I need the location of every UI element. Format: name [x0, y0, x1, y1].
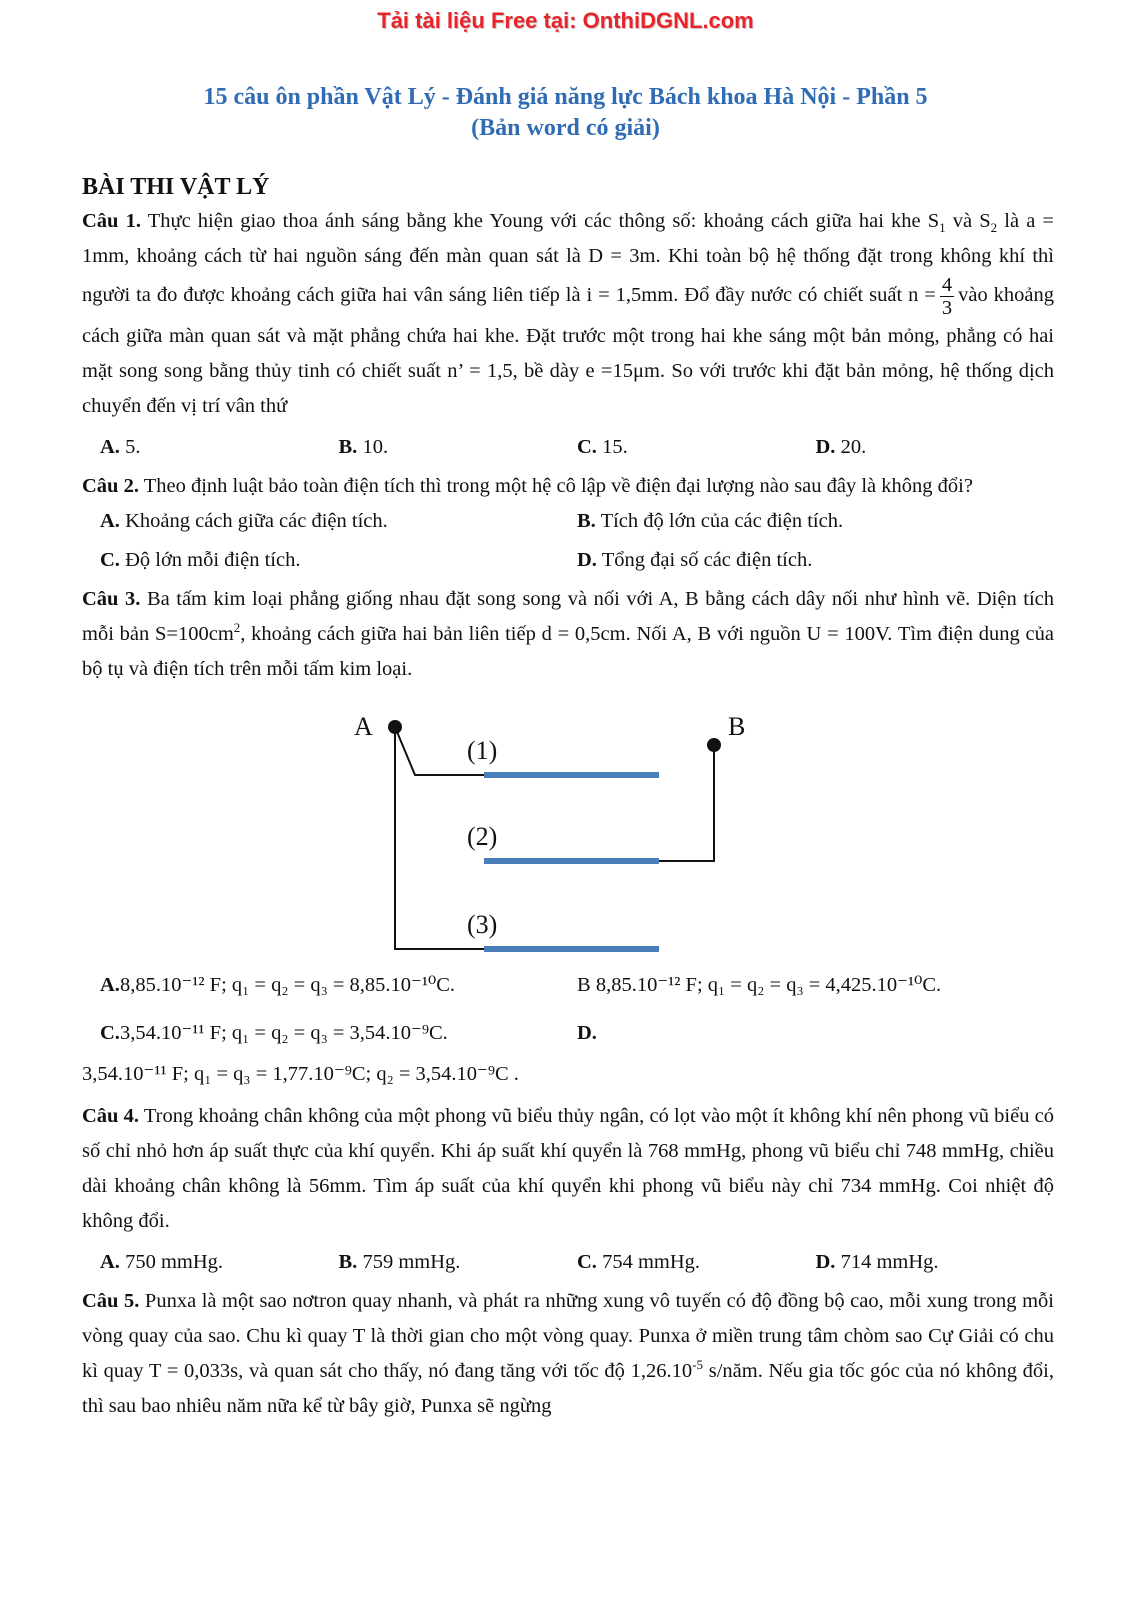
question-4 — [82, 1099, 1054, 1239]
question-2-options-row-2 — [82, 543, 1054, 578]
option-a[interactable] — [100, 965, 577, 1005]
circuit-diagram — [82, 687, 1054, 957]
subscript: 1 — [939, 220, 946, 236]
option-b[interactable] — [339, 430, 578, 465]
question-3-options-row-2 — [82, 1013, 1054, 1053]
question-1 — [82, 204, 1054, 424]
superscript: -5 — [692, 1357, 703, 1373]
option-letter: A. — [100, 1251, 120, 1273]
option-letter: B. — [338, 1251, 358, 1273]
question-2 — [82, 469, 1054, 504]
question-5-label: Câu 5. — [82, 1290, 140, 1312]
option-text: Độ lớn mỗi điện tích. — [119, 549, 301, 571]
title-line-2: (Bản word có giải) — [471, 115, 660, 141]
question-1-options — [82, 430, 1054, 465]
plate-2-label: (2) — [467, 822, 498, 851]
option-letter: A. — [100, 510, 120, 532]
question-1-label: Câu 1. — [82, 210, 141, 232]
option-letter: D. — [577, 549, 597, 571]
option-text: 15. — [596, 436, 628, 458]
option-letter: B — [577, 974, 591, 996]
option-letter: D. — [815, 1251, 836, 1273]
option-text: Tổng đại số các điện tích. — [596, 549, 813, 571]
option-d[interactable] — [577, 1013, 1054, 1053]
option-c[interactable] — [577, 430, 816, 465]
document-body — [82, 170, 1054, 1424]
option-text: Khoảng cách giữa các điện tích. — [119, 510, 388, 532]
option-c[interactable] — [100, 1013, 577, 1053]
option-text: 20. — [835, 436, 867, 458]
question-5-text: Punxa là một sao nơtron quay nhanh, và phát ra những xung vô tuyến có độ đồng bộ cao, mỗi xung trong mỗi vòng quay của sao. Chu kì quay T là thời gian cho một vòng quay. Punxa ở miền trung tâm chòm sao Cự Giải có chu kì quay T = 0,033s, và quan sát cho thấy, nó đang tăng với tốc độ 1,26.10 — [82, 1290, 1054, 1382]
option-letter: C. — [577, 1251, 597, 1273]
question-4-label: Câu 4. — [82, 1105, 140, 1127]
question-3 — [82, 582, 1054, 687]
option-letter: C. — [100, 549, 120, 571]
option-letter: C. — [577, 436, 597, 458]
question-1-text: vào khoảng cách giữa màn quan sát và mặt phẳng chứa hai khe. Đặt trước một trong hai khe sáng một bản mỏng, phẳng có hai mặt song song bằng thủy tinh có chiết suất n’ = 1,5, bề dày e =15μm. So với trước khi đặt bản mỏng, hệ thống dịch chuyển đến vị trí vân thứ — [82, 284, 1054, 417]
fraction-numerator: 4 — [941, 274, 953, 296]
option-d[interactable] — [816, 430, 1055, 465]
option-text: 5. — [119, 436, 141, 458]
question-2-label: Câu 2. — [82, 475, 139, 497]
question-2-text: Theo định luật bảo toàn điện tích thì trong một hệ cô lập về điện đại lượng nào sau đây là không đổi? — [138, 475, 973, 497]
question-3-label: Câu 3. — [82, 588, 141, 610]
subscript: 2 — [990, 220, 998, 236]
option-text: 759 mmHg. — [357, 1251, 461, 1273]
question-4-options — [82, 1245, 1054, 1280]
option-a[interactable] — [100, 430, 339, 465]
question-1-text: là a = 1mm, khoảng cách từ hai nguồn sáng đến màn quan sát là D = 3m. Khi toàn bộ hệ thống đặt trong không khí thì người ta đo được khoảng cách giữa hai vân sáng liên tiếp là i = 1,5mm. Đổ đầy nước có chiết suất n = — [82, 210, 1054, 307]
option-text: 714 mmHg. — [835, 1251, 939, 1273]
option-text: 3,54.10⁻¹¹ F; q₁ = q₂ = q₃ = 3,54.10⁻⁹C. — [119, 1022, 448, 1044]
question-1-text: Thực hiện giao thoa ánh sáng bằng khe Young với các thông số: khoảng cách giữa hai khe S — [140, 210, 940, 232]
option-letter: A. — [100, 974, 120, 996]
download-banner[interactable]: Tải tài liệu Free tại: OnthiDGNL.com — [377, 8, 754, 33]
question-3-text: , khoảng cách giữa hai bản liên tiếp d = 0,5cm. Nối A, B với nguồn U = 100V. Tìm điện dung của bộ tụ và điện tích trên mỗi tấm kim loại. — [82, 623, 1054, 680]
wire-b-plate-2 — [659, 745, 714, 861]
option-text: 8,85.10⁻¹² F; q₁ = q₂ = q₃ = 4,425.10⁻¹⁰C. — [590, 974, 942, 996]
title-line-1: 15 câu ôn phần Vật Lý - Đánh giá năng lực Bách khoa Hà Nội - Phần 5 — [203, 84, 928, 110]
terminal-a-label: A — [354, 712, 373, 741]
question-3-options-row-1 — [82, 965, 1054, 1005]
option-c[interactable] — [577, 1245, 816, 1280]
fraction-denominator: 3 — [941, 297, 953, 319]
question-5 — [82, 1284, 1054, 1424]
option-text: 8,85.10⁻¹² F; q₁ = q₂ = q₃ = 8,85.10⁻¹⁰C. — [119, 974, 456, 996]
fraction-4-3 — [940, 274, 954, 319]
plate-3-label: (3) — [467, 910, 498, 939]
option-text: 10. — [357, 436, 389, 458]
option-d-text[interactable]: 3,54.10⁻¹¹ F; q₁ = q₃ = 1,77.10⁻⁹C; q₂ = 3,54.10⁻⁹C . — [82, 1063, 519, 1085]
option-a[interactable] — [100, 504, 577, 539]
option-c[interactable] — [100, 543, 577, 578]
option-letter: A. — [100, 436, 120, 458]
option-a[interactable] — [100, 1245, 339, 1280]
option-d[interactable] — [816, 1245, 1055, 1280]
option-b[interactable] — [577, 965, 1054, 1005]
question-4-text: Trong khoảng chân không của một phong vũ biểu thủy ngân, có lọt vào một ít không khí nên phong vũ biểu có số chỉ nhỏ hơn áp suất thực của khí quyển. Khi áp suất khí quyển là 768 mmHg, phong vũ biểu chỉ 748 mmHg, chiều dài khoảng chân không là 56mm. Tìm áp suất của khí quyển khi phong vũ biểu này chỉ 734 mmHg. Coi nhiệt độ không đổi. — [82, 1105, 1054, 1232]
document-title — [0, 82, 1131, 144]
option-b[interactable] — [339, 1245, 578, 1280]
question-1-text: và S — [945, 210, 991, 232]
plate-1-label: (1) — [467, 736, 498, 765]
question-5-text: s/năm. Nếu gia tốc góc của nó không đổi, thì sau bao nhiêu năm nữa kể từ bây giờ, Punxa sẽ ngừng — [82, 1360, 1055, 1417]
option-letter: C. — [100, 1022, 120, 1044]
option-letter: D. — [815, 436, 836, 458]
option-d[interactable] — [577, 543, 1054, 578]
superscript: 2 — [233, 620, 241, 636]
question-2-options-row-1 — [82, 504, 1054, 539]
option-text: Tích độ lớn của các điện tích. — [595, 510, 844, 532]
terminal-b-label: B — [728, 712, 746, 741]
option-letter: B. — [338, 436, 358, 458]
option-letter: D. — [577, 1022, 597, 1044]
option-text: 750 mmHg. — [119, 1251, 224, 1273]
option-letter: B. — [577, 510, 596, 532]
question-3-text: Ba tấm kim loại phẳng giống nhau đặt song song và nối với A, B bằng cách dây nối như hình vẽ. Diện tích mỗi bản S=100cm — [82, 588, 1054, 645]
option-text: 754 mmHg. — [596, 1251, 701, 1273]
capacitor-circuit-figure — [82, 687, 1054, 957]
option-b[interactable] — [577, 504, 1054, 539]
section-heading: BÀI THI VẬT LÝ — [82, 174, 270, 200]
